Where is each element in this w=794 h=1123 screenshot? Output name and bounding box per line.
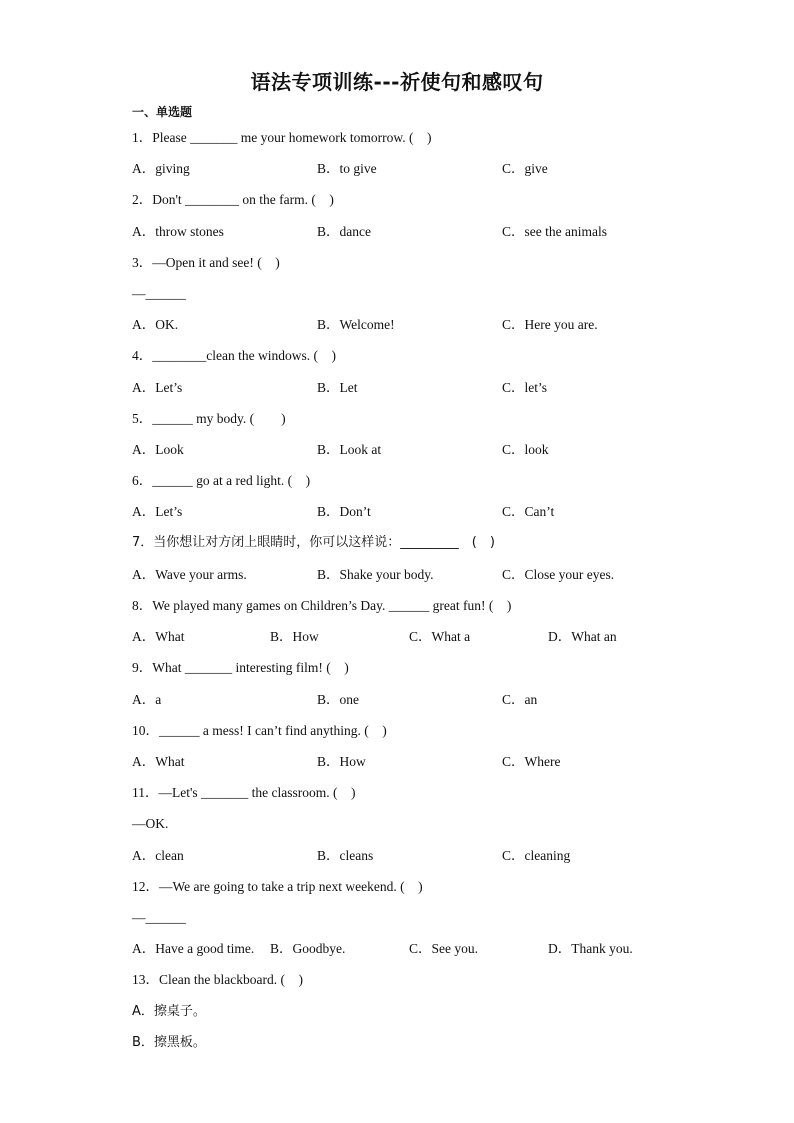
q6-option-a[interactable]: A．Let’s xyxy=(132,504,183,519)
question-13-stem: 13．Clean the blackboard. ( ) xyxy=(132,972,303,987)
q8-option-c[interactable]: C．What a xyxy=(409,629,471,644)
q2-option-c[interactable]: C．see the animals xyxy=(502,224,607,239)
question-11-reply: —OK. xyxy=(132,816,169,831)
q2-option-a[interactable]: A．throw stones xyxy=(132,224,224,239)
question-3-stem: 3．—Open it and see! ( ) xyxy=(132,255,280,270)
question-9-stem: 9．What _______ interesting film! ( ) xyxy=(132,660,349,675)
q7-option-a[interactable]: A．Wave your arms. xyxy=(132,567,247,582)
q8-option-d[interactable]: D．What an xyxy=(548,629,617,644)
q9-option-a[interactable]: A．a xyxy=(132,692,162,707)
q5-option-b[interactable]: B．Look at xyxy=(317,442,382,457)
question-3-reply: —______ xyxy=(132,286,186,301)
q6-option-b[interactable]: B．Don’t xyxy=(317,504,371,519)
q11-option-b[interactable]: B．cleans xyxy=(317,848,374,863)
q3-option-c[interactable]: C．Here you are. xyxy=(502,317,598,332)
question-8-stem: 8．We played many games on Children’s Day. ______ great fun! ( ) xyxy=(132,598,512,613)
q5-option-a[interactable]: A．Look xyxy=(132,442,184,457)
q4-option-a[interactable]: A．Let’s xyxy=(132,380,183,395)
q2-option-b[interactable]: B．dance xyxy=(317,224,371,239)
question-7-stem: 7．当你想让对方闭上眼睛时，你可以这样说：_________ ( ) xyxy=(132,535,495,550)
q12-option-c[interactable]: C．See you. xyxy=(409,941,478,956)
q5-option-c[interactable]: C．look xyxy=(502,442,549,457)
q8-option-b[interactable]: B．How xyxy=(270,629,319,644)
q4-option-c[interactable]: C．let’s xyxy=(502,380,548,395)
q7-option-b[interactable]: B．Shake your body. xyxy=(317,567,434,582)
q1-option-c[interactable]: C．give xyxy=(502,161,548,176)
q9-option-c[interactable]: C．an xyxy=(502,692,538,707)
q3-option-b[interactable]: B．Welcome! xyxy=(317,317,395,332)
q9-option-b[interactable]: B．one xyxy=(317,692,359,707)
q12-option-d[interactable]: D．Thank you. xyxy=(548,941,633,956)
page-title: 语法专项训练---祈使句和感叹句 xyxy=(250,70,544,94)
question-6-stem: 6．______ go at a red light. ( ) xyxy=(132,473,311,488)
q12-option-a[interactable]: A．Have a good time. xyxy=(132,941,255,956)
q13-option-a[interactable]: A．擦桌子。 xyxy=(132,1004,206,1019)
q8-option-a[interactable]: A．What xyxy=(132,629,185,644)
q7-option-c[interactable]: C．Close your eyes. xyxy=(502,567,615,582)
q13-option-b[interactable]: B．擦黑板。 xyxy=(132,1035,206,1050)
q4-option-b[interactable]: B．Let xyxy=(317,380,358,395)
q12-option-b[interactable]: B．Goodbye. xyxy=(270,941,346,956)
q6-option-c[interactable]: C．Can’t xyxy=(502,504,555,519)
q11-option-a[interactable]: A．clean xyxy=(132,848,184,863)
q1-option-a[interactable]: A．giving xyxy=(132,161,190,176)
section-heading: 一、单选题 xyxy=(132,105,193,119)
question-10-stem: 10．______ a mess! I can’t find anything. ( ) xyxy=(132,723,387,738)
question-1-stem: 1．Please _______ me your homework tomorrow. ( ) xyxy=(132,130,432,145)
q10-option-c[interactable]: C．Where xyxy=(502,754,561,769)
q11-option-c[interactable]: C．cleaning xyxy=(502,848,571,863)
q3-option-a[interactable]: A．OK. xyxy=(132,317,179,332)
q1-option-b[interactable]: B．to give xyxy=(317,161,377,176)
question-12-reply: —______ xyxy=(132,910,186,925)
question-4-stem: 4．________clean the windows. ( ) xyxy=(132,348,336,363)
q10-option-b[interactable]: B．How xyxy=(317,754,366,769)
q10-option-a[interactable]: A．What xyxy=(132,754,185,769)
question-2-stem: 2．Don't ________ on the farm. ( ) xyxy=(132,192,334,207)
question-5-stem: 5．______ my body. ( ) xyxy=(132,411,286,426)
question-12-stem: 12．—We are going to take a trip next weekend. ( ) xyxy=(132,879,423,894)
question-11-stem: 11．—Let's _______ the classroom. ( ) xyxy=(132,785,356,800)
